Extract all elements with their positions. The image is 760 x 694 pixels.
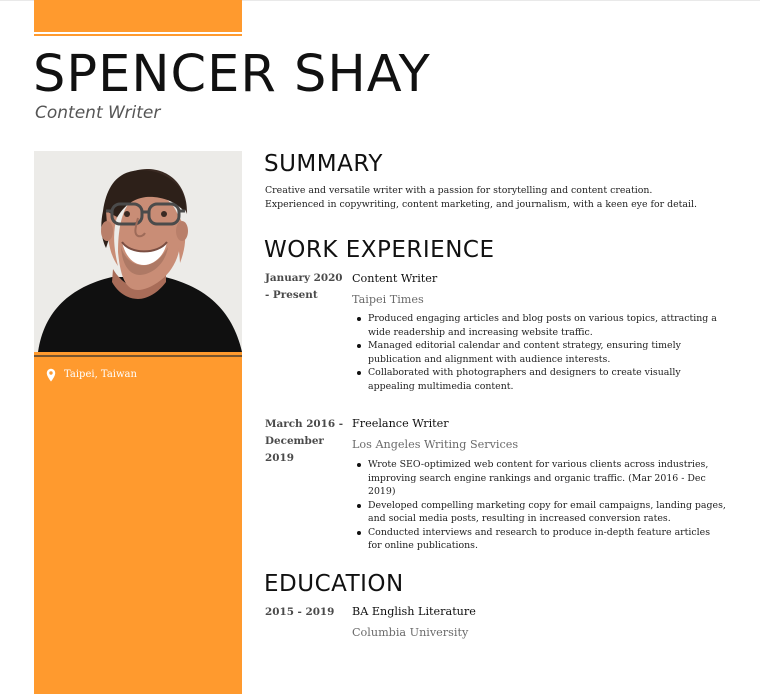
experience-date: March 2016 - December 2019 — [265, 418, 344, 464]
experience-bullet: Collaborated with photographers and designers to create visually appealing multimedia content. — [352, 366, 726, 393]
experience-role: Freelance Writer — [352, 417, 449, 430]
experience-bullets — [352, 458, 726, 553]
education-degree: BA English Literature — [352, 605, 476, 618]
experience-date: January 2020 - Present — [265, 272, 343, 301]
education-school: Columbia University — [352, 626, 469, 639]
sidebar-top-divider — [34, 34, 242, 36]
candidate-name: SPENCER SHAY — [33, 45, 431, 104]
summary-text: Creative and versatile writer with a passion for storytelling and content creation. Experienced in copywriting, content marketing, and journalism, with a keen eye for detail. — [265, 185, 697, 210]
experience-organization: Taipei Times — [352, 293, 424, 306]
education-date: 2015 - 2019 — [265, 606, 335, 618]
candidate-title: Content Writer — [35, 103, 161, 123]
sidebar-divider — [34, 355, 242, 357]
location-text: Taipei, Taiwan — [64, 369, 137, 380]
location-pin-icon — [46, 368, 56, 382]
profile-photo — [34, 151, 242, 352]
location-row — [46, 368, 137, 382]
experience-bullet: Conducted interviews and research to produce in-depth feature articles for online publications. — [352, 526, 726, 553]
profile-photo-illustration — [34, 151, 242, 352]
experience-bullets — [352, 312, 726, 393]
experience-role: Content Writer — [352, 272, 438, 285]
sidebar-panel — [34, 352, 242, 694]
work-experience-heading: WORK EXPERIENCE — [264, 237, 495, 263]
experience-bullet: Produced engaging articles and blog posts on various topics, attracting a wide readership and increasing website traffic. — [352, 312, 726, 339]
experience-bullet: Developed compelling marketing copy for email campaigns, landing pages, and social media posts, resulting in increased conversion rates. — [352, 499, 726, 526]
summary-heading: SUMMARY — [264, 151, 383, 177]
sidebar-top-accent — [34, 0, 242, 32]
experience-bullet: Wrote SEO-optimized web content for various clients across industries, improving search engine rankings and organic traffic. (Mar 2016 - Dec 2019) — [352, 458, 726, 499]
experience-bullet: Managed editorial calendar and content strategy, ensuring timely publication and alignment with audience interests. — [352, 339, 726, 366]
education-heading: EDUCATION — [264, 571, 404, 597]
experience-organization: Los Angeles Writing Services — [352, 438, 519, 451]
